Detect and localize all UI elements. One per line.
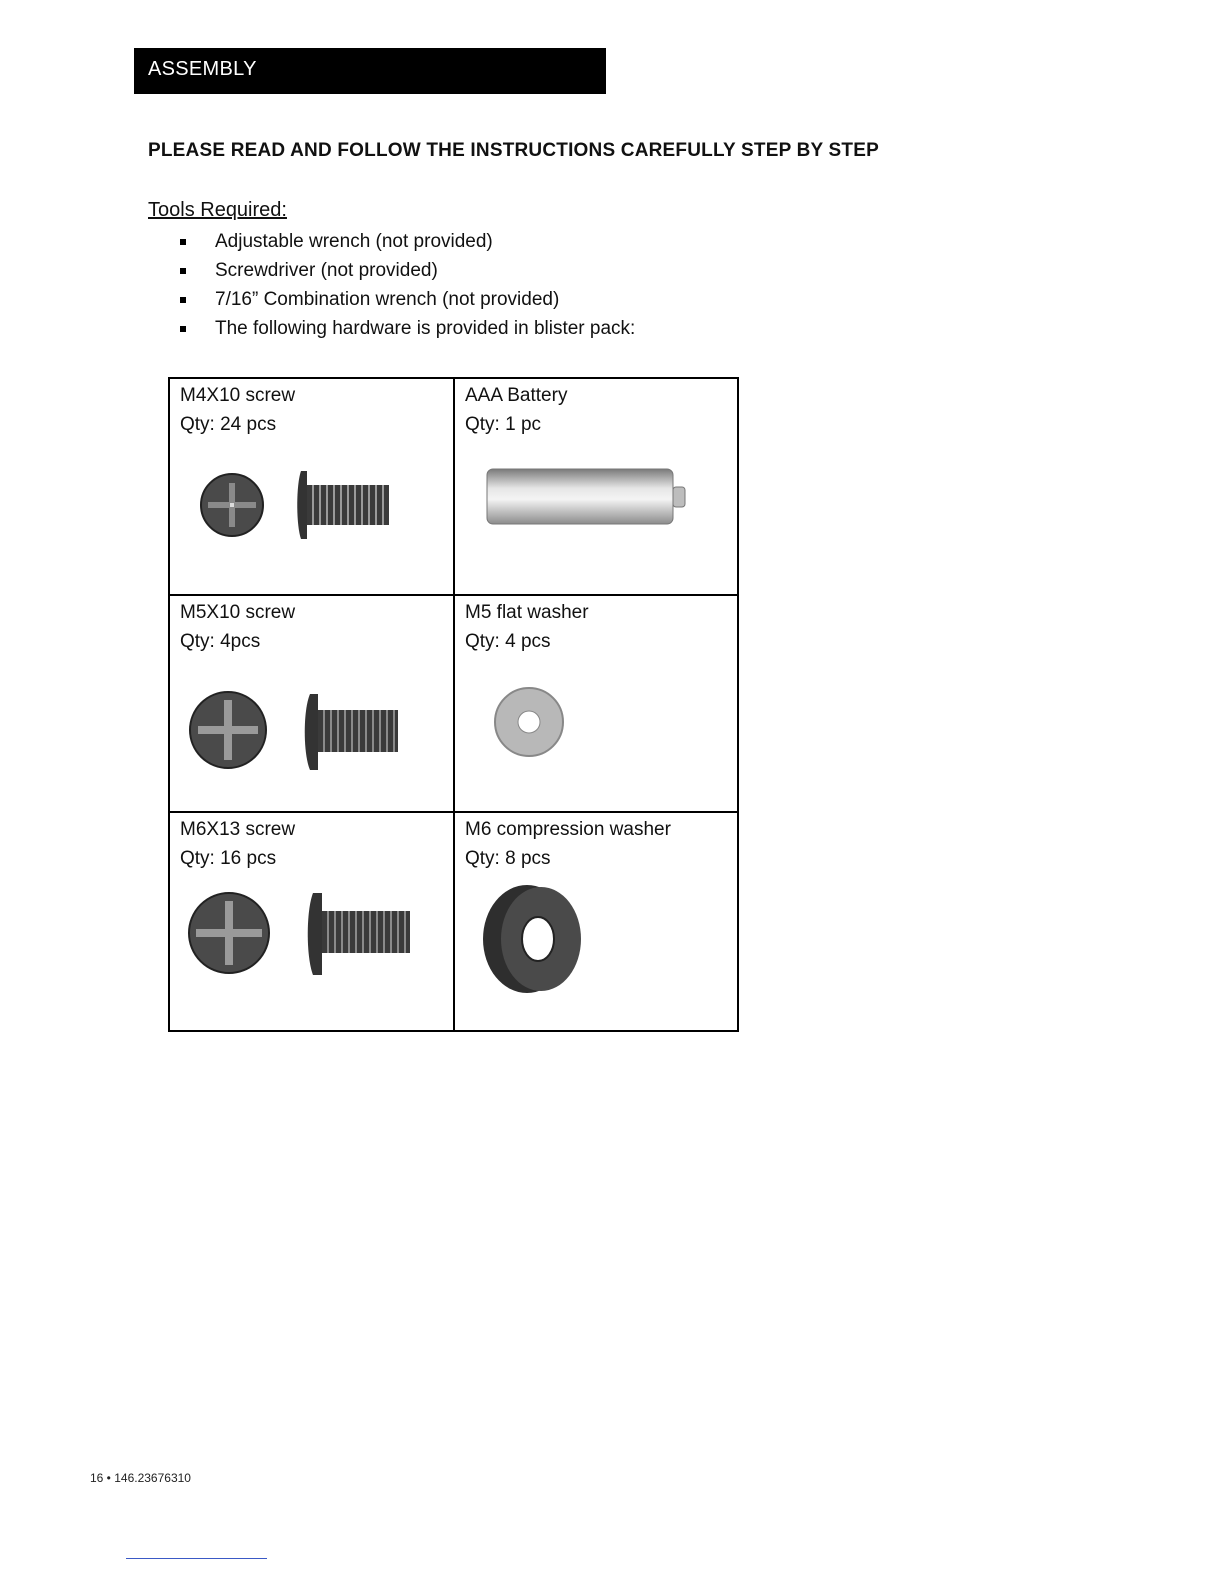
footer-rule (126, 1558, 267, 1559)
battery-icon (455, 379, 739, 594)
tools-list (180, 227, 635, 343)
tool-item-label: 7/16” Combination wrench (not provided) (215, 289, 560, 310)
page-footer: 16 • 146.23676310 (90, 1471, 191, 1485)
tool-item (180, 227, 635, 256)
hardware-name: M5 flat washer (465, 602, 589, 623)
bullet-icon (180, 326, 186, 332)
hardware-cell-m5-flat-washer (455, 596, 737, 813)
hardware-cell-aaa-battery (455, 379, 737, 596)
screw-m4-icon (170, 379, 453, 594)
hardware-cell-m4x10-screw (170, 379, 455, 596)
hardware-cell-m6-compression-washer (455, 813, 737, 1030)
hardware-cell-m6x13-screw (170, 813, 455, 1030)
screw-m5-icon (170, 596, 453, 811)
bullet-icon (180, 239, 186, 245)
hardware-name: M6X13 screw (180, 819, 296, 840)
hardware-qty: Qty: 1 pc (465, 414, 542, 435)
tool-item-label: The following hardware is provided in blister pack: (215, 318, 636, 339)
section-title: ASSEMBLY (148, 58, 257, 80)
hardware-name: M4X10 screw (180, 385, 296, 406)
tool-item (180, 256, 635, 285)
screw-m6-icon (170, 813, 453, 1030)
bullet-icon (180, 297, 186, 303)
compression-washer-icon (455, 813, 739, 1030)
tool-item-label: Adjustable wrench (not provided) (215, 231, 493, 252)
tool-item-label: Screwdriver (not provided) (215, 260, 438, 281)
tools-required-title: Tools Required: (148, 199, 287, 221)
section-title-bar (134, 48, 606, 94)
hardware-cell-m5x10-screw (170, 596, 455, 813)
tool-item (180, 285, 635, 314)
hardware-qty: Qty: 4 pcs (465, 631, 551, 652)
flat-washer-icon (455, 596, 739, 811)
instructions-heading: PLEASE READ AND FOLLOW THE INSTRUCTIONS CAREFULLY STEP BY STEP (148, 140, 879, 161)
hardware-qty: Qty: 4pcs (180, 631, 261, 652)
hardware-qty: Qty: 16 pcs (180, 848, 277, 869)
hardware-qty: Qty: 8 pcs (465, 848, 551, 869)
hardware-name: M5X10 screw (180, 602, 296, 623)
hardware-name: AAA Battery (465, 385, 568, 406)
tool-item (180, 314, 635, 343)
hardware-table (168, 377, 739, 1032)
bullet-icon (180, 268, 186, 274)
hardware-name: M6 compression washer (465, 819, 671, 840)
hardware-qty: Qty: 24 pcs (180, 414, 277, 435)
